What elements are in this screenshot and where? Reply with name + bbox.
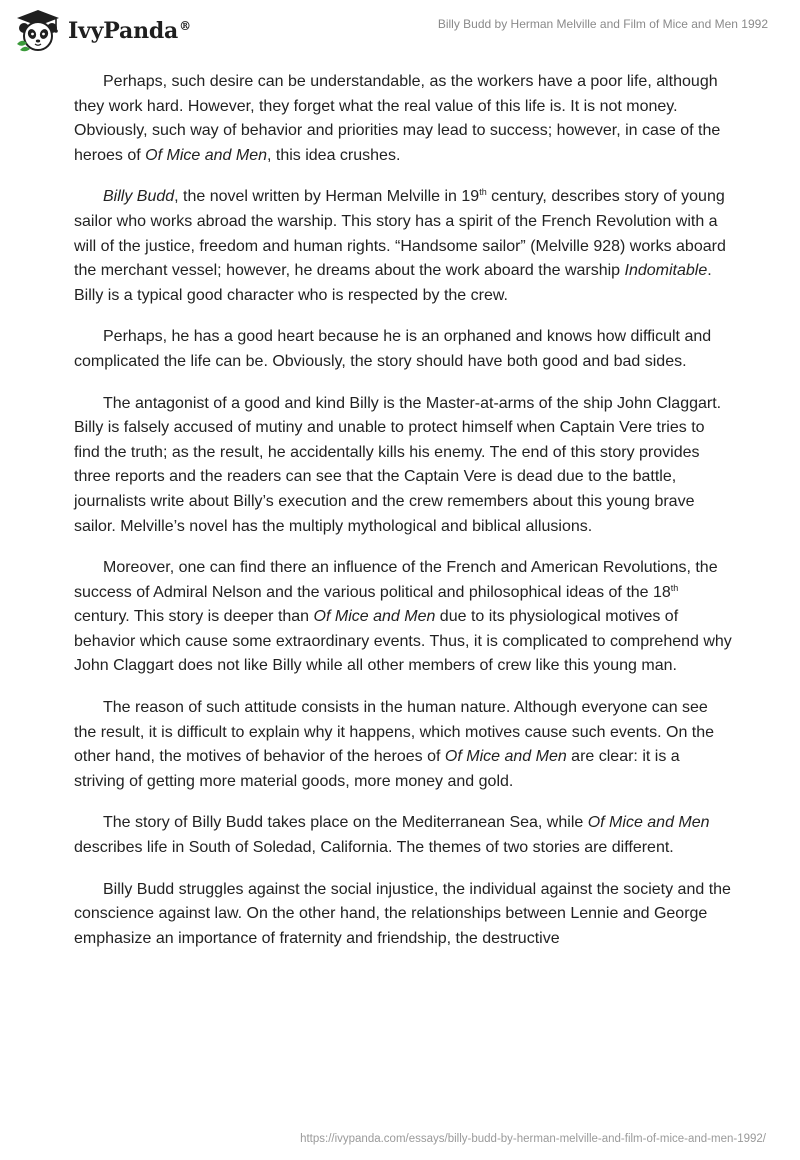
paragraph-8: Billy Budd struggles against the social injustice, the individual against the society and the conscience against law. On the other hand, the relationships between Lennie and George emphasize an importance of fraternity and friendship, the destructive xyxy=(74,880,731,947)
paragraph-2-text-2: century, describes story of young sailor who works abroad the warship. This story has a spirit of the French Revolution with a will of the justice, freedom and human rights. “Handsome sailor” (Melville 928) works aboard the merchant vessel; however, he dreams about the work aboard the warship xyxy=(74,188,726,280)
paragraph-5-text-3: due to its physiological motives of behavior which cause some extraordinary events. Thus, it is complicated to comprehend why John Claggart does not like Billy while all other members of crew like this young man. xyxy=(74,608,732,675)
paragraph-3: Perhaps, he has a good heart because he is an orphaned and knows how difficult and complicated the life can be. Obviously, the story should have both good and bad sides. xyxy=(74,328,712,370)
logo-text: IvyPanda xyxy=(68,18,179,44)
paragraph-6-title-of-mice-and-men: Of Mice and Men xyxy=(444,748,567,766)
paragraph-2-text-3: . Billy is a typical good character who is respected by the crew. xyxy=(74,262,712,304)
paragraph-6-text-1: The reason of such attitude consists in the human nature. Although everyone can see the result, it is difficult to explain why it happens, which motives cause such events. On the other hand, the motives of behavior of the heroes of xyxy=(74,699,715,766)
panda-graduation-cap-icon xyxy=(14,8,62,52)
paragraph-5-text-2: century. This story is deeper than xyxy=(74,608,314,626)
paragraph-6-text-2: are clear: it is a striving of getting more material goods, more money and gold. xyxy=(74,748,680,790)
paragraph-2-text-1: , the novel written by Herman Melville in 19 xyxy=(174,188,480,206)
paragraph-4: The antagonist of a good and kind Billy is the Master-at-arms of the ship John Claggart. Billy is falsely accused of mutiny and unable to protect himself when Captain Vere tries to find the truth; as the result, he accidentally kills his enemy. The end of this story provides three reports and the readers can see that the Captain Vere is dead due to the battle, journalists write about Billy’s execution and the crew remembers about this young brave sailor. Melville’s novel has the multiply mythological and biblical allusions. xyxy=(74,394,722,535)
paragraph-7-title-of-mice-and-men: Of Mice and Men xyxy=(587,814,710,832)
paragraph-2-title-billy-budd: Billy Budd xyxy=(103,188,175,206)
paragraph-1-title-of-mice-and-men: Of Mice and Men xyxy=(145,146,267,164)
registered-mark: ® xyxy=(179,18,191,33)
paragraph-7-text-2: describes life in South of Soledad, California. The themes of two stories are different. xyxy=(74,839,674,857)
paragraph-1-text-1: Perhaps, such desire can be understandable, as the workers have a poor life, although they work hard. However, they forget what the real value of this life is. It is not money. Obviously, such way of behavior and priorities may lead to success; however, in case of the heroes of xyxy=(74,73,721,164)
paragraph-5-text-1: Moreover, one can find there an influence of the French and American Revolutions, the success of Admiral Nelson and the various political and philosophical ideas of the 18 xyxy=(74,559,718,601)
paragraph-2-title-indomitable: Indomitable xyxy=(624,262,708,280)
document-title: Billy Budd by Herman Melville and Film of Mice and Men 1992 xyxy=(437,17,768,31)
page-header xyxy=(0,0,800,60)
paragraph-1 xyxy=(74,70,734,168)
paragraph-7 xyxy=(74,811,734,860)
paragraph-5 xyxy=(74,556,734,679)
paragraph-5-superscript: th xyxy=(670,582,679,593)
essay-body xyxy=(74,70,734,968)
paragraph-1-text-2: , this idea crushes. xyxy=(266,146,401,164)
ivypanda-logo[interactable] xyxy=(14,8,191,52)
paragraph-5-title-of-mice-and-men: Of Mice and Men xyxy=(313,608,436,626)
paragraph-2-superscript: th xyxy=(479,187,487,198)
logo-wordmark xyxy=(68,18,191,44)
paragraph-7-text-1: The story of Billy Budd takes place on the Mediterranean Sea, while xyxy=(103,814,588,832)
paragraph-2 xyxy=(74,185,734,308)
source-url[interactable]: https://ivypanda.com/essays/billy-budd-by-herman-melville-and-film-of-mice-and-men-1992/ xyxy=(300,1133,766,1145)
paragraph-6 xyxy=(74,696,734,794)
